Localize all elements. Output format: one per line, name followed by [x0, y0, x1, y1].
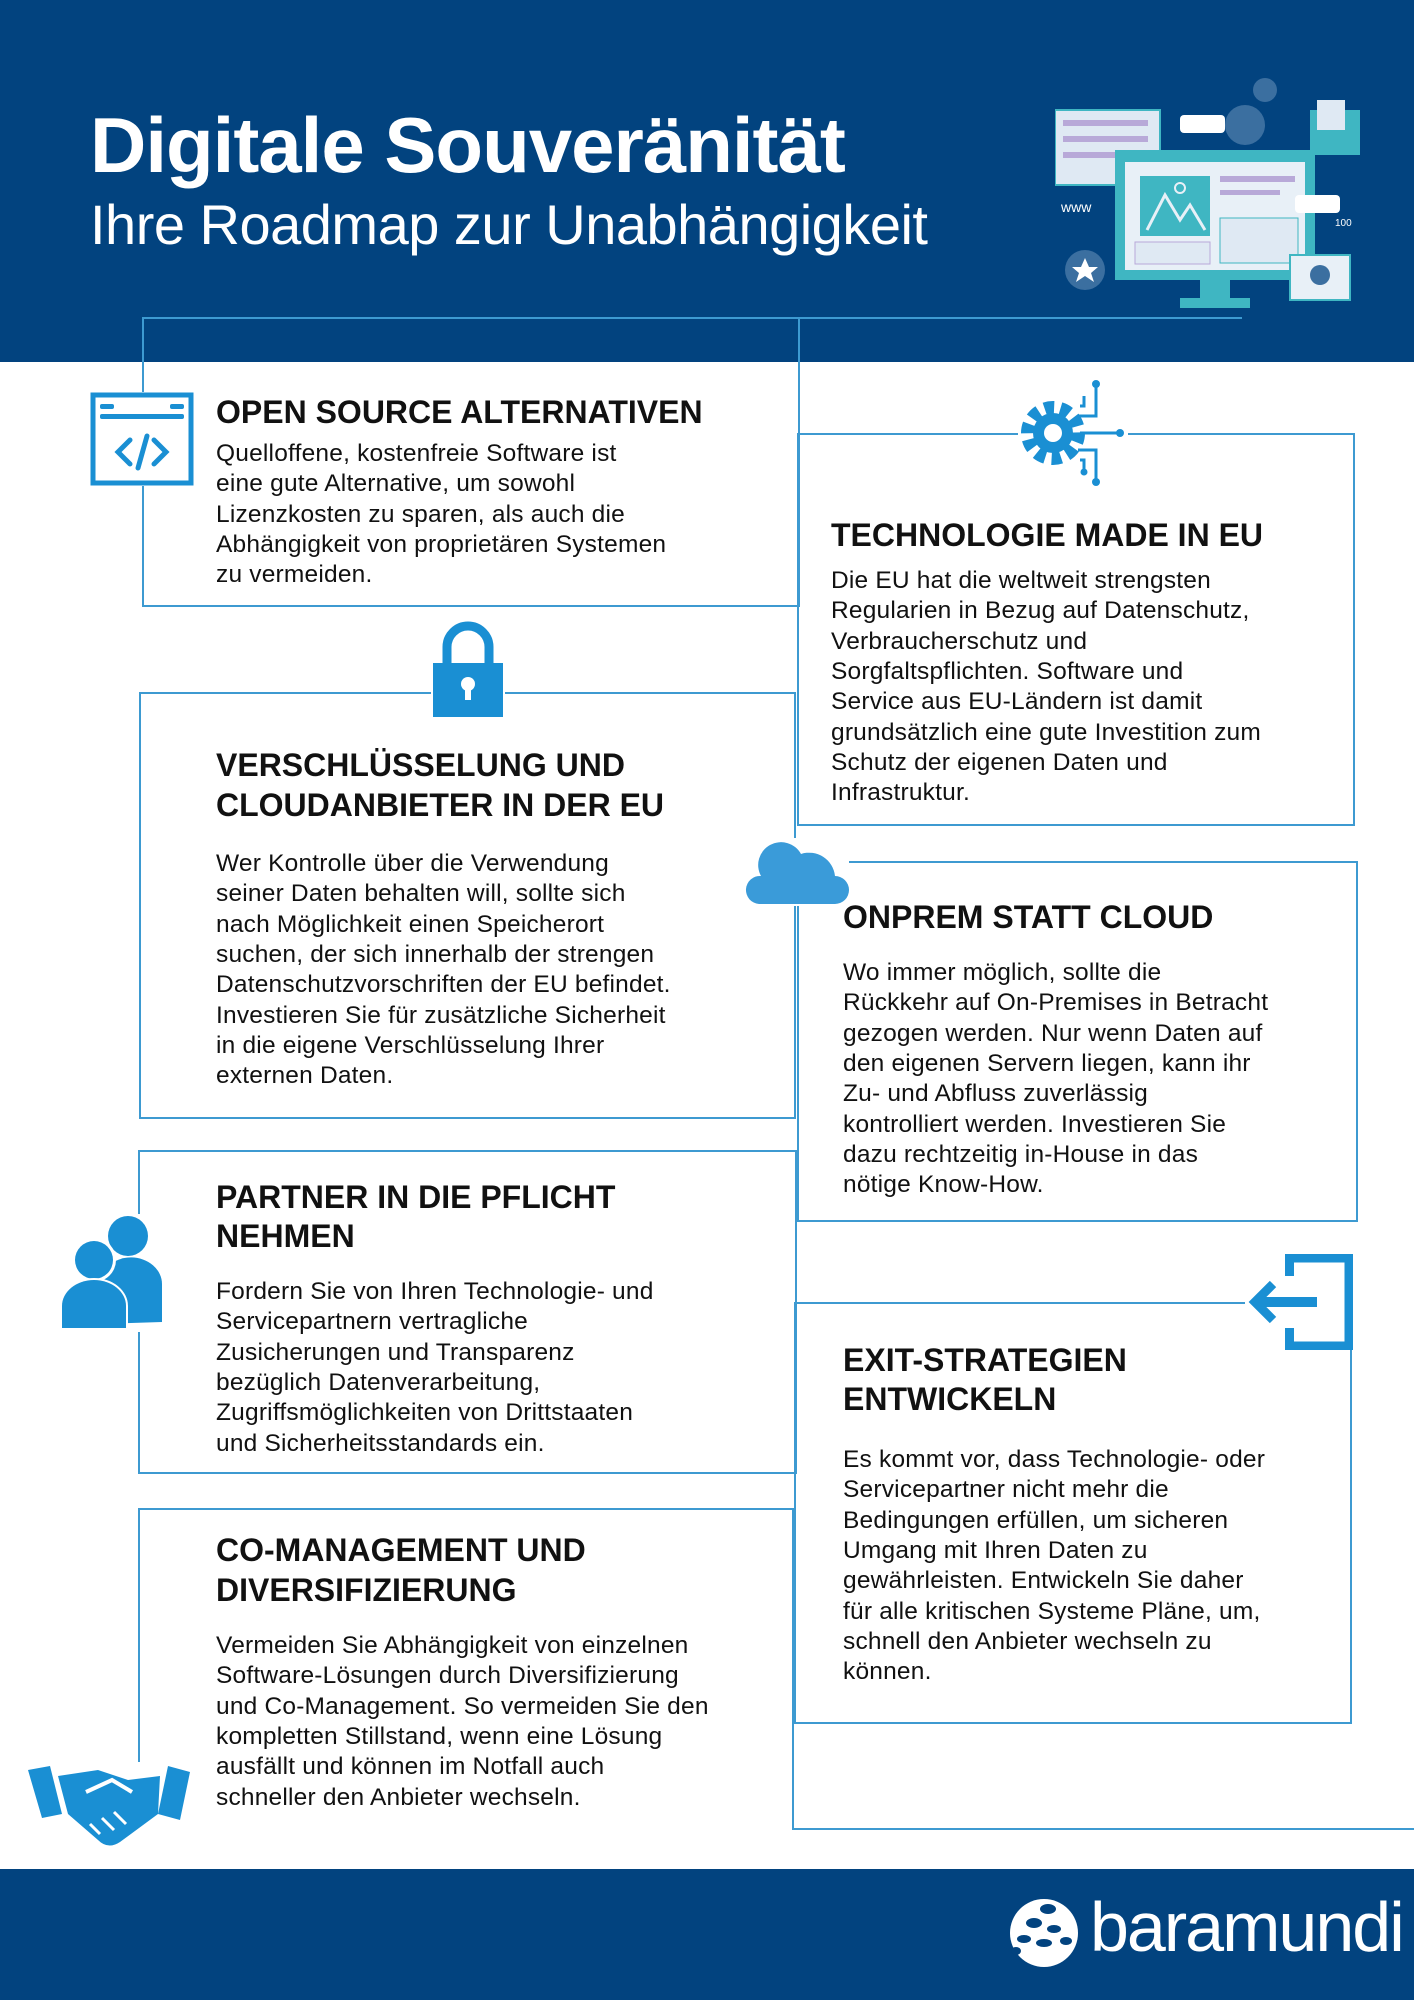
card-body-line: seiner Daten behalten will, sollte sich [216, 880, 626, 908]
card-body-line: können. [843, 1658, 932, 1686]
card-body-line: und Co-Management. So vermeiden Sie den [216, 1692, 709, 1720]
card-body-line: Umgang mit Ihren Daten zu [843, 1536, 1148, 1564]
card-title: DIVERSIFIZIERUNG [216, 1572, 517, 1608]
card-body-line: Die EU hat die weltweit strengsten [831, 567, 1211, 594]
gear-circuit-icon [1018, 376, 1128, 491]
www-label: www [1061, 199, 1092, 215]
card-title: CLOUDANBIETER IN DER EU [216, 787, 665, 823]
card-body-line: grundsätzlich eine gute Investition zum [831, 718, 1261, 746]
baramundi-logo-icon [1008, 1897, 1080, 1969]
card-body-line: Zugriffsmöglichkeiten von Drittstaaten [216, 1399, 634, 1427]
card-body-line: schnell den Anbieter wechseln zu [843, 1627, 1212, 1655]
card-title: ONPREM STATT CLOUD [843, 899, 1214, 935]
card-body-line: Rückkehr auf On-Premises in Betracht [843, 989, 1269, 1017]
page-subtitle: Ihre Roadmap zur Unabhängigkeit [90, 193, 928, 256]
card-body-line: dazu rechtzeitig in-House in das [843, 1140, 1199, 1168]
page-title: Digitale Souveränität [90, 101, 845, 189]
card-title: CO-MANAGEMENT UND [216, 1532, 586, 1568]
card-body-line: in die eigene Verschlüsselung Ihrer [216, 1031, 605, 1059]
hundred-label: 100 [1335, 218, 1352, 229]
card-body-line: Lizenzkosten zu sparen, als auch die [216, 500, 625, 528]
card-body-line: den eigenen Servern liegen, kann ihr [843, 1049, 1251, 1077]
card-body-line: Es kommt vor, dass Technologie- oder [843, 1446, 1266, 1473]
card-body-line: kompletten Stillstand, wenn eine Lösung [216, 1722, 663, 1750]
card-body-line: Datenschutzvorschriften der EU befindet. [216, 971, 671, 999]
card-body-line: Quelloffene, kostenfreie Software ist [216, 440, 617, 467]
header [0, 0, 1414, 362]
card-body-line: Zusicherungen und Transparenz [216, 1338, 575, 1366]
card-body-line: Verbraucherschutz und [831, 627, 1088, 655]
card-body-line: Wo immer möglich, sollte die [843, 959, 1162, 986]
card-body-line: für alle kritischen Systeme Pläne, um, [843, 1597, 1261, 1625]
card-body-line: Investieren Sie für zusätzliche Sicherheit [216, 1001, 666, 1029]
card-body-line: Software-Lösungen durch Diversifizierung [216, 1662, 679, 1690]
card-body-line: Abhängigkeit von proprietären Systemen [216, 530, 667, 558]
footer [0, 1869, 1414, 2000]
code-window-icon [90, 392, 194, 486]
card-title: ENTWICKELN [843, 1381, 1057, 1417]
card-body-line: zu vermeiden. [216, 561, 373, 589]
card-body-line: Zu- und Abfluss zuverlässig [843, 1080, 1148, 1108]
card-title: EXIT-STRATEGIEN [843, 1342, 1127, 1378]
card-body-line: Sorgfaltspflichten. Software und [831, 657, 1184, 685]
card-body-line: nach Möglichkeit einen Speicherort [216, 910, 605, 938]
people-icon [58, 1214, 164, 1332]
card-title: NEHMEN [216, 1218, 355, 1254]
brand-name: baramundi [1090, 1888, 1403, 1966]
card-body-line: Wer Kontrolle über die Verwendung [216, 850, 609, 877]
card-body-line: eine gute Alternative, um sowohl [216, 470, 576, 498]
lock-icon [431, 621, 505, 719]
card-body-line: Regularien in Bezug auf Datenschutz, [831, 597, 1250, 625]
cloud-icon [745, 838, 849, 906]
connector-line [794, 1828, 1414, 1830]
card-body-line: Fordern Sie von Ihren Technologie- und [216, 1278, 654, 1305]
card-title: VERSCHLÜSSELUNG UND [216, 747, 625, 783]
card-body-line: Vermeiden Sie Abhängigkeit von einzelnen [216, 1632, 689, 1659]
card-body-line: schneller den Anbieter wechseln. [216, 1783, 581, 1811]
card-body-line: nötige Know-How. [843, 1171, 1044, 1199]
card-body-line: Servicepartner nicht mehr die [843, 1476, 1169, 1504]
card-title: PARTNER IN DIE PFLICHT [216, 1179, 616, 1215]
card-body-line: Servicepartnern vertragliche [216, 1308, 528, 1336]
card-body-line: Bedingungen erfüllen, um sicheren [843, 1506, 1229, 1534]
computer-illustration-icon [1055, 70, 1375, 320]
card-body-line: bezüglich Datenverarbeitung, [216, 1368, 541, 1396]
card-title: OPEN SOURCE ALTERNATIVEN [216, 394, 703, 430]
card-title: TECHNOLOGIE MADE IN EU [831, 517, 1264, 553]
handshake-icon [28, 1762, 193, 1848]
exit-icon [1245, 1254, 1353, 1350]
card-body-line: externen Daten. [216, 1062, 394, 1090]
card-body-line: Schutz der eigenen Daten und [831, 748, 1168, 776]
card-body-line: kontrolliert werden. Investieren Sie [843, 1110, 1227, 1138]
card-body-line: gewährleisten. Entwickeln Sie daher [843, 1567, 1244, 1595]
card-body-line: und Sicherheitsstandards ein. [216, 1429, 545, 1457]
card-body-line: gezogen werden. Nur wenn Daten auf [843, 1019, 1263, 1047]
card-body-line: suchen, der sich innerhalb der strengen [216, 940, 655, 968]
card-body-line: ausfällt und können im Notfall auch [216, 1753, 605, 1781]
card-body-line: Infrastruktur. [831, 779, 970, 807]
card-body-line: Service aus EU-Ländern ist damit [831, 688, 1203, 716]
